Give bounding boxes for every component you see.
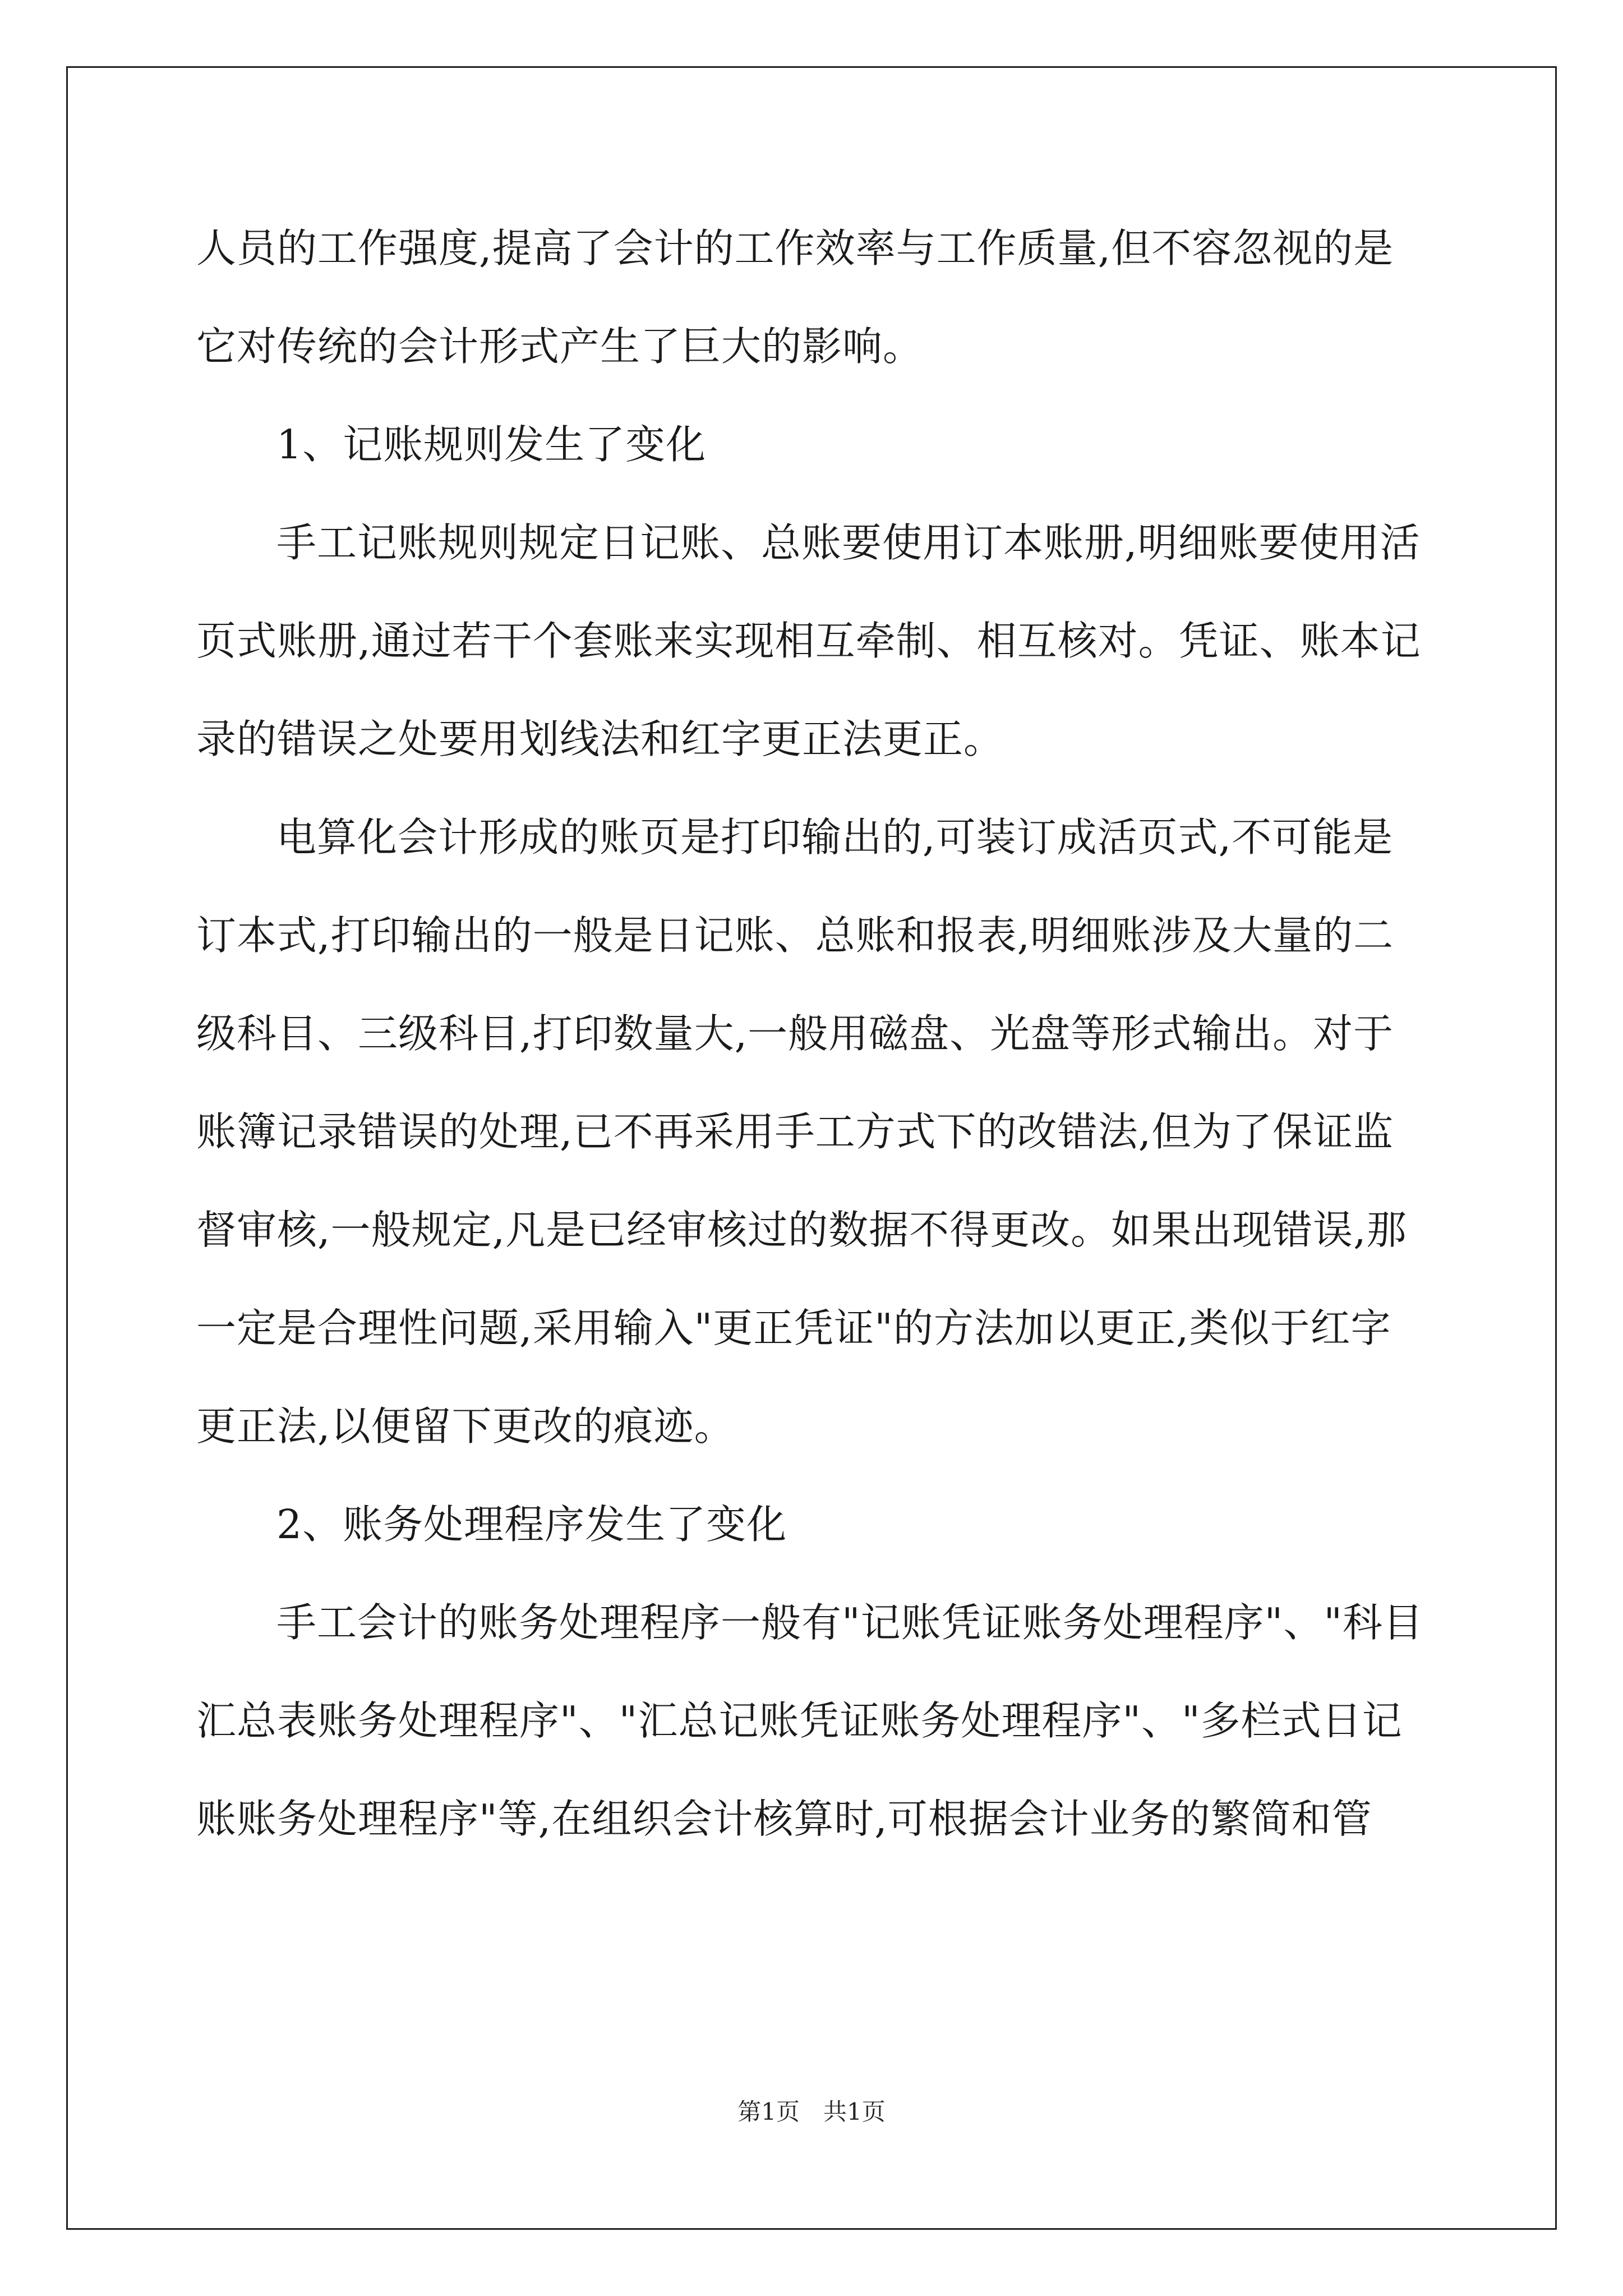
paragraph-line: 订本式,打印输出的一般是日记账、总账和报表,明细账涉及大量的二 — [196, 912, 1394, 959]
paragraph-line: 汇总表账务处理程序"、"汇总记账凭证账务处理程序"、"多栏式日记 — [196, 1697, 1403, 1744]
page-number-footer: 第1页 共1页 — [737, 2098, 886, 2125]
paragraph-line: 手工会计的账务处理程序一般有"记账凭证账务处理程序"、"科目 — [276, 1599, 1423, 1646]
paragraph-line: 账簿记录错误的处理,已不再采用手工方式下的改错法,但为了保证监 — [196, 1108, 1394, 1155]
paragraph-line: 督审核,一般规定,凡是已经审核过的数据不得更改。如果出现错误,那 — [196, 1207, 1407, 1253]
paragraph-line: 电算化会计形成的账页是打印输出的,可装订成活页式,不可能是 — [276, 814, 1394, 861]
paragraph-line: 人员的工作强度,提高了会计的工作效率与工作质量,但不容忽视的是 — [196, 225, 1394, 272]
section-heading-2: 2、账务处理程序发生了变化 — [276, 1501, 787, 1548]
paragraph-line: 级科目、三级科目,打印数量大,一般用磁盘、光盘等形式输出。对于 — [196, 1010, 1394, 1057]
paragraph-line: 页式账册,通过若干个套账来实现相互牵制、相互核对。凭证、账本记 — [196, 618, 1421, 664]
paragraph-line: 它对传统的会计形式产生了巨大的影响。 — [196, 323, 924, 370]
paragraph-line: 手工记账规则规定日记账、总账要使用订本账册,明细账要使用活 — [276, 519, 1421, 566]
section-heading-1: 1、记账规则发生了变化 — [276, 421, 707, 468]
paragraph-line: 账账务处理程序"等,在组织会计核算时,可根据会计业务的繁简和管 — [196, 1796, 1372, 1842]
paragraph-line: 录的错误之处要用划线法和红字更正法更正。 — [196, 716, 1004, 762]
paragraph-line: 一定是合理性问题,采用输入"更正凭证"的方法加以更正,类似于红字 — [196, 1305, 1391, 1351]
paragraph-line: 更正法,以便留下更改的痕迹。 — [196, 1403, 735, 1450]
document-body — [196, 199, 1436, 1868]
